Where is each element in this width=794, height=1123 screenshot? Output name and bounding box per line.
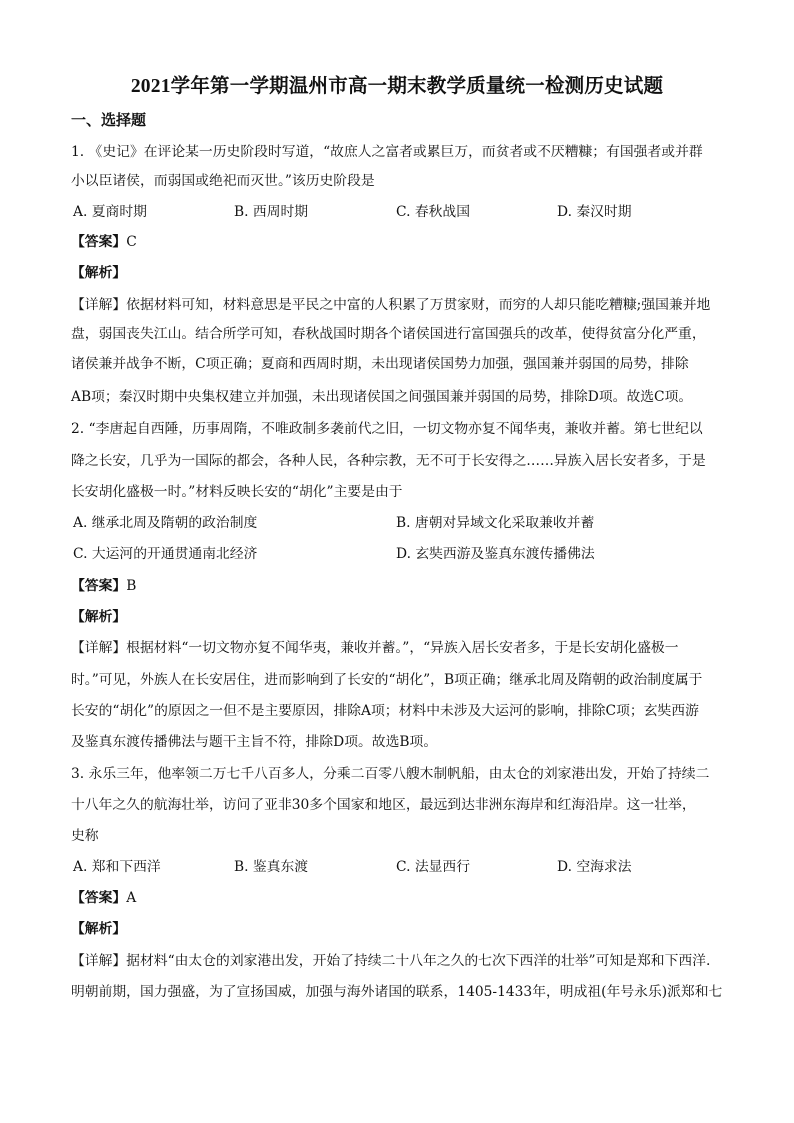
- q2-stem-line: 长安胡化盛极一时。”材料反映长安的“胡化”主要是由于: [71, 484, 403, 500]
- q2-answer: [71, 576, 136, 596]
- q1-analysis-label: 【解析】: [71, 265, 127, 281]
- q3-option-b: B. 鉴真东渡: [234, 859, 309, 875]
- q3-stem-line: 史称: [71, 828, 99, 844]
- document-title: 2021学年第一学期温州市高一期末教学质量统一检测历史试题: [130, 76, 664, 97]
- q1-option-a: A. 夏商时期: [73, 204, 147, 220]
- q2-detail-line: 时。”可见，外族人在长安居住，进而影响到了长安的“胡化”，B项正确；继承北周及隋朝的政治制度属于: [71, 672, 703, 688]
- q1-option-b: B. 西周时期: [234, 204, 309, 220]
- answer-label: 【答案】: [71, 234, 127, 250]
- q1-detail-line: AB项；秦汉时期中央集权建立并加强，未出现诸侯国之间强国兼并弱国的局势，排除D项。故选C项。: [71, 389, 693, 405]
- q1-stem-line: 小以臣诸侯，而弱国或绝祀而灭世。”该历史阶段是: [71, 173, 375, 189]
- q1-detail-line: 盘，弱国丧失江山。结合所学可知，春秋战国时期各个诸侯国进行富国强兵的改革，使得贫富分化严重，: [71, 326, 706, 342]
- q3-option-d: D. 空海求法: [557, 859, 632, 875]
- answer-label: 【答案】: [71, 890, 127, 906]
- answer-value: A: [126, 890, 137, 906]
- q2-stem-line: 降之长安，几乎为一国际的都会，各种人民，各种宗教，无不可于长安得之……异族入居长安者多，于是: [71, 453, 706, 469]
- q2-option-d: D. 玄奘西游及鉴真东渡传播佛法: [396, 546, 595, 562]
- q3-answer: [71, 888, 136, 908]
- q2-option-a: A. 继承北周及隋朝的政治制度: [73, 515, 258, 531]
- q1-answer: [71, 232, 137, 252]
- answer-value: C: [126, 234, 137, 250]
- q2-stem-line: 2. “李唐起自西陲，历事周隋，不唯政制多袭前代之旧，一切文物亦复不闻华夷，兼收并蓄。第七世纪以: [71, 421, 703, 437]
- q2-detail-line: 及鉴真东渡传播佛法与题干主旨不符，排除D项。故选B项。: [71, 734, 438, 750]
- answer-value: B: [126, 578, 137, 594]
- q1-stem-line: 1. 《史记》在评论某一历史阶段时写道，“故庶人之富者或累巨万，而贫者或不厌糟糠；有国强者或并群: [71, 144, 703, 160]
- q3-stem-line: 十八年之久的航海壮举，访问了亚非30多个国家和地区，最远到达非洲东海岸和红海沿岸。这一壮举，: [71, 797, 696, 813]
- q3-analysis-label: 【解析】: [71, 921, 127, 937]
- q2-analysis-label: 【解析】: [71, 609, 127, 625]
- q2-detail-line: 长安的“胡化”的原因之一但不是主要原因，排除A项；材料中未涉及大运河的影响，排除C项；玄奘西游: [71, 703, 699, 719]
- q3-option-a: A. 郑和下西洋: [73, 859, 161, 875]
- q3-detail-line: 明朝前期，国力强盛，为了宣扬国威，加强与海外诸国的联系，1405-1433年，明成祖(年号永乐)派郑和七: [71, 984, 723, 1000]
- q2-option-b: B. 唐朝对异域文化采取兼收并蓄: [396, 515, 595, 531]
- q3-detail-line: 【详解】据材料“由太仓的刘家港出发，开始了持续二十八年之久的七次下西洋的壮举”可知是郑和下西洋.: [71, 953, 711, 969]
- q2-detail-line: 【详解】根据材料“一切文物亦复不闻华夷，兼收并蓄。”，“异族入居长安者多，于是长安胡化盛极一: [71, 640, 679, 656]
- q2-option-c: C. 大运河的开通贯通南北经济: [73, 546, 258, 562]
- q1-detail-line: 诸侯兼并战争不断，C项正确；夏商和西周时期，未出现诸侯国势力加强，强国兼并弱国的局势，排除: [71, 356, 689, 372]
- q1-option-c: C. 春秋战国: [396, 204, 471, 220]
- q3-stem-line: 3. 永乐三年，他率领二万七千八百多人，分乘二百零八艘木制帆船，由太仓的刘家港出发，开始了持续二: [71, 766, 710, 782]
- answer-label: 【答案】: [71, 578, 127, 594]
- section-heading: 一、选择题: [71, 111, 147, 129]
- q1-detail-line: 【详解】依据材料可知，材料意思是平民之中富的人积累了万贯家财，而穷的人却只能吃糟糠;强国兼并地: [71, 297, 711, 313]
- q3-option-c: C. 法显西行: [396, 859, 471, 875]
- q1-option-d: D. 秦汉时期: [557, 204, 632, 220]
